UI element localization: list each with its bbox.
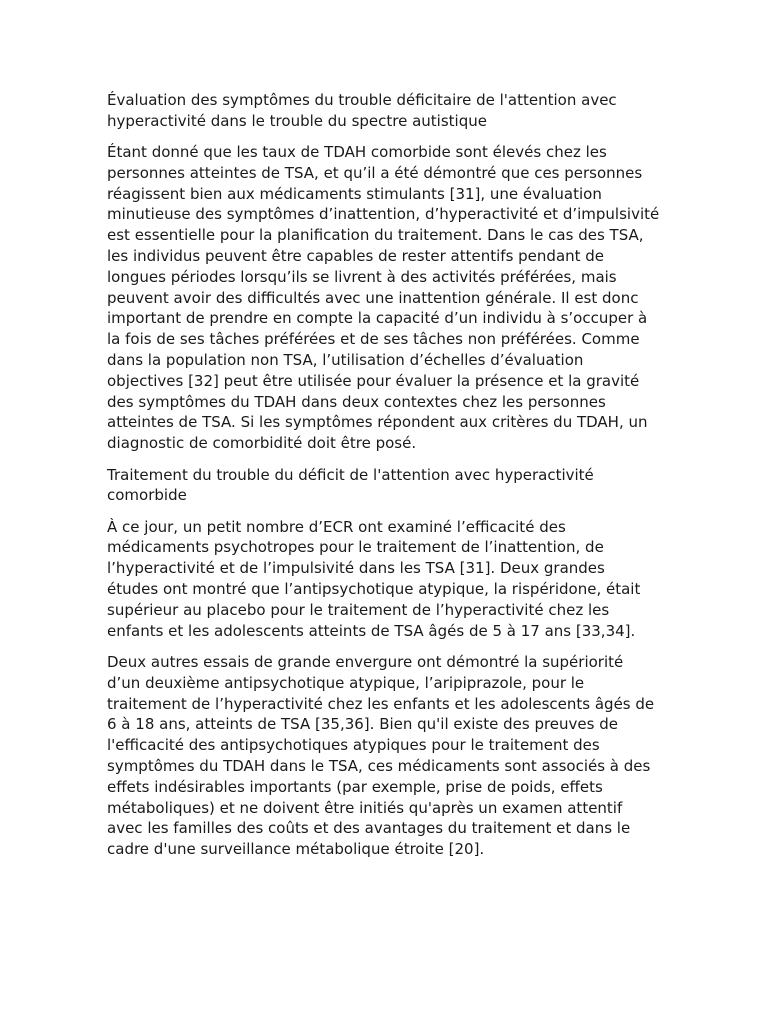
body-paragraph: Deux autres essais de grande envergure ont démontré la supériorité d’un deuxième antipsychotique atypique, l’aripiprazole, pour le traitement de l’hyperactivité chez les enfants et les adolescents âgés de 6 à 18 ans, atteints de TSA [35,36]. Bien qu'il existe des preuves de l'efficacité des antipsychotiques atypiques pour le traitement des symptômes du TDAH dans le TSA, ces médicaments sont associés à des effets indésirables importants (par exemple, prise de poids, effets métaboliques) et ne doivent être initiés qu'après un examen attentif avec les familles des coûts et des avantages du traitement et dans le cadre d'une surveillance métabolique étroite [20]. <box>107 652 655 859</box>
section-heading: Évaluation des symptômes du trouble déficitaire de l'attention avec hyperactivité dans le trouble du spectre autistique <box>107 91 617 130</box>
body-paragraph: Étant donné que les taux de TDAH comorbide sont élevés chez les personnes atteintes de TSA, et qu’il a été démontré que ces personnes réagissent bien aux médicaments stimulants [31], une évaluation minutieuse des symptômes d’inattention, d’hyperactivité et d’impulsivité est essentielle pour la planification du traitement. Dans le cas des TSA, les individus peuvent être capables de rester attentifs pendant de longues périodes lorsqu’ils se livrent à des activités préférées, mais peuvent avoir des difficultés avec une inattention générale. Il est donc important de prendre en compte la capacité d’un individu à s’occuper à la fois de ses tâches préférées et de ses tâches non préférées. Comme dans la population non TSA, l’utilisation d’échelles d’évaluation objectives [32] peut être utilisée pour évaluer la présence et la gravité des symptômes du TDAH dans deux contextes chez les personnes atteintes de TSA. Si les symptômes répondent aux critères du TDAH, un diagnostic de comorbidité doit être posé. <box>107 143 660 453</box>
body-paragraph: À ce jour, un petit nombre d’ECR ont examiné l’efficacité des médicaments psychotropes pour le traitement de l’inattention, de l’hyperactivité et de l’impulsivité dans les TSA [31]. Deux grandes études ont montré que l’antipsychotique atypique, la rispéridone, était supérieur au placebo pour le traitement de l’hyperactivité chez les enfants et les adolescents atteints de TSA âgés de 5 à 17 ans [33,34]. <box>107 517 641 640</box>
document-body <box>107 90 667 870</box>
section-heading: Traitement du trouble du déficit de l'attention avec hyperactivité comorbide <box>107 465 594 505</box>
